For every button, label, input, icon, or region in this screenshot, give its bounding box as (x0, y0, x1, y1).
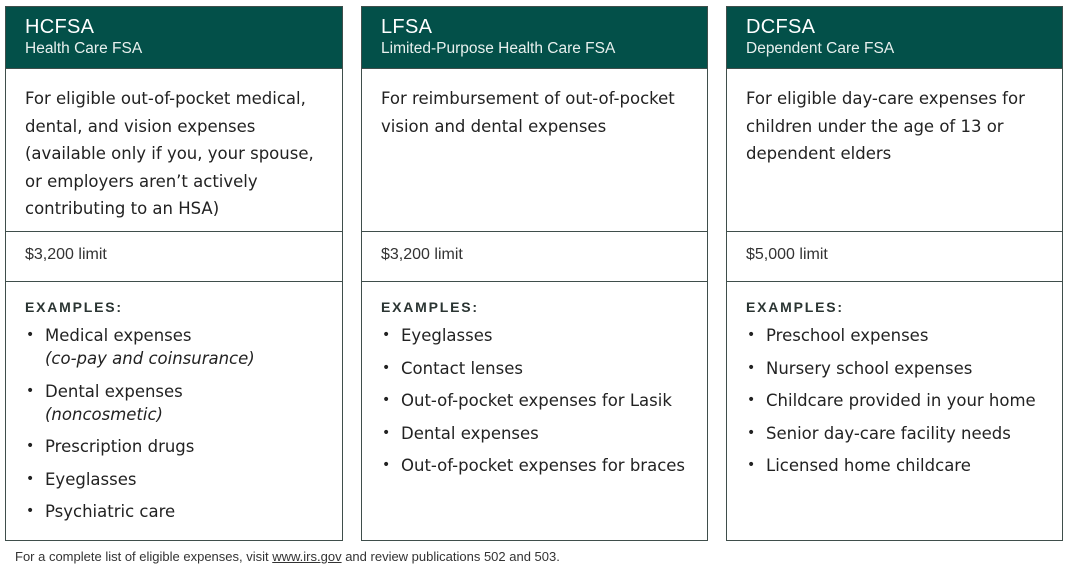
list-item: • Preschool expenses (746, 324, 1052, 347)
card-header (6, 7, 342, 68)
footer-suffix: and review publications 502 and 503. (341, 549, 560, 564)
card-limit: $3,200 limit (362, 232, 707, 282)
lfsa-card (361, 6, 708, 541)
list-item: • Dental expenses (381, 422, 697, 445)
irs-link[interactable]: www.irs.gov (272, 549, 342, 564)
card-full-name: Dependent Care FSA (746, 40, 895, 57)
list-item: • Out-of-pocket expenses for braces (381, 454, 697, 477)
footer-note (15, 549, 560, 564)
list-item: • Out-of-pocket expenses for Lasik (381, 389, 697, 412)
card-limit: $5,000 limit (727, 232, 1062, 282)
examples-list (25, 324, 332, 523)
hcfsa-card (5, 6, 343, 541)
card-abbr: HCFSA (25, 16, 95, 38)
examples-list (381, 324, 697, 477)
list-item: • Licensed home childcare (746, 454, 1052, 477)
card-limit: $3,200 limit (6, 232, 342, 282)
card-description: For reimbursement of out-of-pocket vision and dental expenses (362, 68, 707, 232)
examples-title: EXAMPLES: (381, 299, 479, 315)
list-item: • Nursery school expenses (746, 357, 1052, 380)
card-description: For eligible day-care expenses for children under the age of 13 or dependent elders (727, 68, 1062, 232)
examples-section (362, 282, 707, 477)
list-item: • Contact lenses (381, 357, 697, 380)
list-item: • Psychiatric care (25, 500, 332, 523)
card-description: For eligible out-of-pocket medical, dental, and vision expenses (available only if you, your spouse, or employers aren’t actively contributing to an HSA) (6, 68, 342, 232)
list-item: • Prescription drugs (25, 435, 332, 458)
list-item: • Dental expenses (noncosmetic) (25, 380, 332, 426)
list-item: • Medical expenses (co-pay and coinsurance) (25, 324, 332, 370)
card-full-name: Limited-Purpose Health Care FSA (381, 40, 616, 57)
list-item: • Senior day-care facility needs (746, 422, 1052, 445)
card-header (362, 7, 707, 68)
card-abbr: DCFSA (746, 16, 816, 38)
list-item: • Eyeglasses (25, 468, 332, 491)
examples-title: EXAMPLES: (25, 299, 123, 315)
footer-prefix: For a complete list of eligible expenses, visit (15, 549, 273, 564)
card-full-name: Health Care FSA (25, 40, 143, 57)
examples-list (746, 324, 1052, 477)
dcfsa-card (726, 6, 1063, 541)
examples-title: EXAMPLES: (746, 299, 844, 315)
examples-section (6, 282, 342, 523)
list-item: • Childcare provided in your home (746, 389, 1052, 412)
card-abbr: LFSA (381, 16, 433, 38)
list-item: • Eyeglasses (381, 324, 697, 347)
examples-section (727, 282, 1062, 477)
card-header (727, 7, 1062, 68)
